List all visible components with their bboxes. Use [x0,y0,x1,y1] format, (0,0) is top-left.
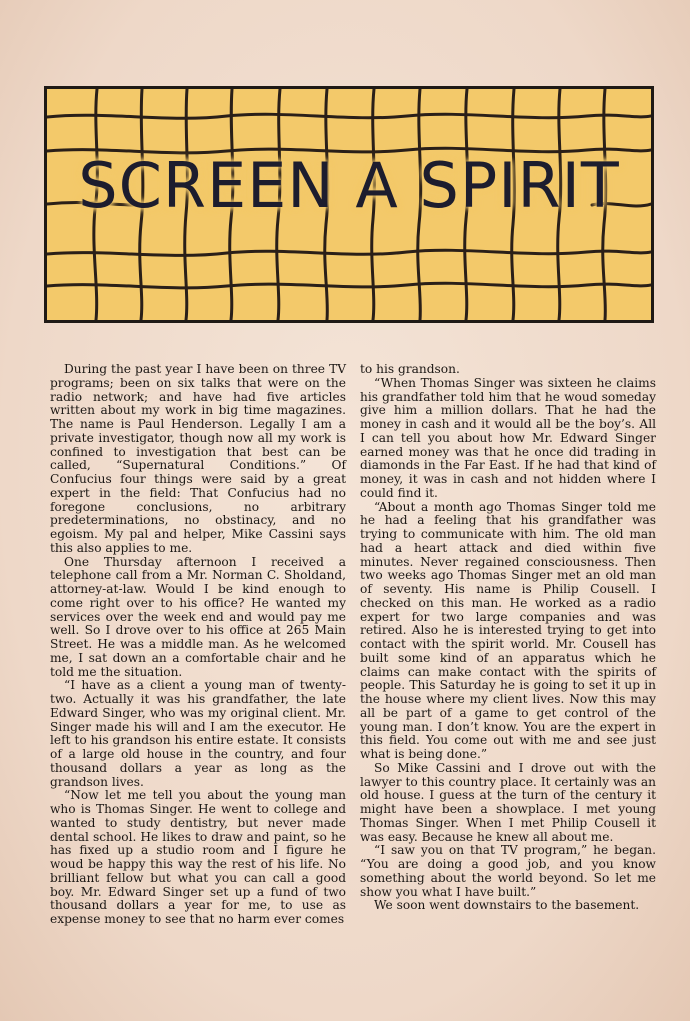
paragraph: “About a month ago Thomas Singer told me he had a feeling that his grandfather was trying to communicate with him. The old man had a heart attack and died within five minutes. Never regained consciousness. Then two weeks ago Thomas Singer met an old man of seventy. His name is Philip Cousell. I checked on this man. He worked as a radio expert for two large companies and was retired. Also he is interested trying to get into contact with the spirit world. Mr. Cousell has built some kind of an apparatus which he claims can make contact with the spirits of people. This Saturday he is going to set it up in the house where my client lives. Now this may all be part of a game to get control of the young man. I don’t know. You are the expert in this field. You come out with me and see just what is being done.” [360,499,656,761]
paragraph: So Mike Cassini and I drove out with the lawyer to this country place. It certainly was an old house. I guess at the turn of the century it might have been a showplace. I met young Thomas Singer. When I met Philip Cousell it was easy. Because he knew all about me. [360,760,656,844]
paragraph: “I have as a client a young man of twenty-two. Actually it was his grandfather, the late Edward Singer, who was my original client. Mr. Singer made his will and I am the executor. He left to his grandson his entire estate. It consists of a large old house in the country, and four thousand dollars a year as long as the grandson lives. [50,678,346,789]
paragraph: to his grandson. [360,362,460,376]
right-text-column [360,363,656,913]
paragraph: We soon went downstairs to the basement. [374,898,640,913]
paragraph: “Now let me tell you about the young man who is Thomas Singer. He went to college and wanted to study dentistry, but never made dental school. He likes to draw and paint, so he has fixed up a studio room and I figure he woud be happy this way the rest of his life. No brilliant fellow but what you can call a good boy. Mr. Edward Singer set up a fund of two thousand dollars a year for me, to use as expense money to see that no harm ever comes [50,788,346,926]
paragraph: One Thursday afternoon I received a telephone call from a Mr. Norman C. Sholdand, attorney-at-law. Would I be kind enough to come right over to his office? He wanted my services over the week end and would pay me well. So I drove over to his office at 265 Main Street. He was a middle man. As he welcomed me, I sat down an a comfortable chair and he told me the situation. [50,554,346,679]
paragraph: During the past year I have been on three TV programs; been on six talks that were on the radio network; and have had five articles written about my work in big time magazines. The name is Paul Henderson. Legally I am a private investigator, though now all my work is confined to investigation that best can be called, “Supernatural Conditions.” Of Confucius four things were said by a great expert in the field: That Confucius had no foregone conclusions, no arbitrary predeterminations, no obstinacy, and no egoism. My pal and helper, Mike Cassini says this also applies to me. [50,362,346,555]
paragraph: “When Thomas Singer was sixteen he claims his grandfather told him that he woud someday give him a million dollars. That he had the money in cash and it would all be the boy’s. All I can tell you about how Mr. Edward Singer earned money was that he once did trading in diamonds in the Far East. If he had that kind of money, it was in cash and not hidden where I could find it. [360,375,656,500]
title-panel [44,86,654,323]
paragraph: “I saw you on that TV program,” he began. “You are doing a good job, and you know something about the world beyond. So let me show you what I have built.” [360,843,656,899]
story-title: SCREEN A SPIRIT [78,149,620,222]
left-text-column [50,363,346,927]
